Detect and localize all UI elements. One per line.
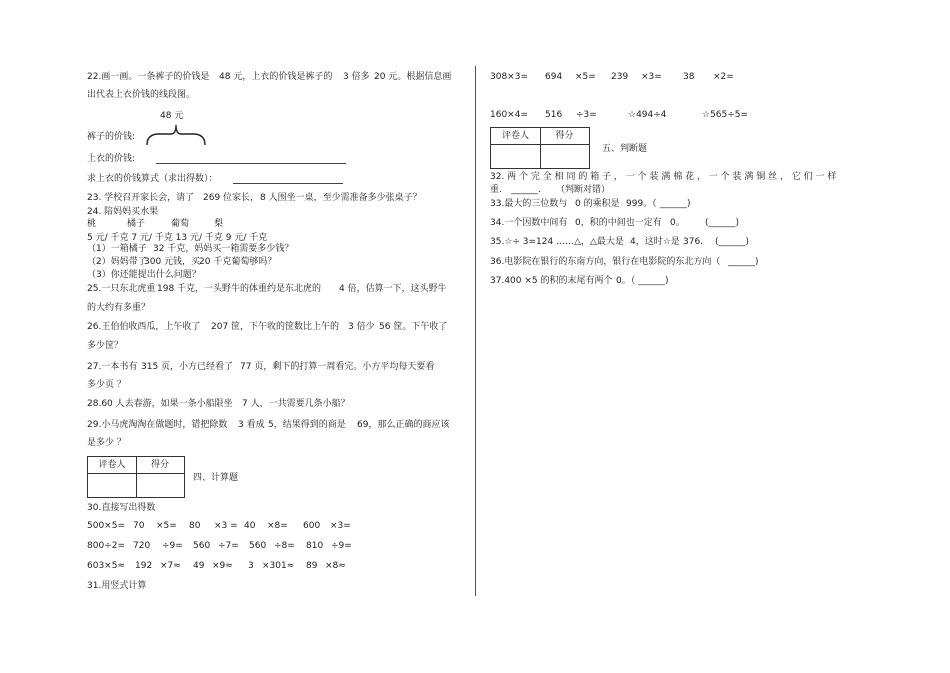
q37-answer-blank[interactable]: ______) [638,276,669,286]
q22-line2: 出代表上衣价钱的线段图。 [87,90,196,100]
q36-answer-blank[interactable]: ______) [728,257,759,267]
q26-line2: 多少筐？ [87,341,124,351]
q24-title: 24. 陪妈妈买水果 [87,207,159,217]
q22-formula-label: 求上衣的价钱算式（求出得数）： [87,174,218,184]
column-divider [475,66,476,596]
q31-title: 31.用竖式计算 [87,581,147,591]
pants-price-label: 裤子的价钱: [87,132,136,142]
q29-line2: 是多少 ？ [87,438,126,448]
score-header: 得分 [540,128,589,145]
coat-price-answer-line[interactable] [156,163,346,164]
score-box-section5 [490,127,590,169]
q35-answer-blank[interactable]: (______) [715,237,750,247]
section5-title: 五、判断题 [602,144,648,154]
grader-header: 评卷人 [491,128,540,145]
q34-answer-blank[interactable]: (______) [705,218,740,228]
q33-answer-blank[interactable]: ______) [660,199,691,209]
score-box-section4 [87,456,185,498]
q32-line1: 32. 两 个 完 全 相 同 的 箱 子 ， 一 个 装 满 棉 花 ， 一 个 装 满 铜 丝 ， 它 们 一 样 [490,172,837,182]
q32-answer-blank[interactable]: ______. [511,185,541,195]
q30-title: 30.直接写出得数 [87,503,156,513]
brace-line-segment [145,122,207,148]
brace-label: 48 元 [160,111,184,121]
grader-header: 评卷人 [88,457,136,474]
q24-sub3: （3）你还能提出什么问题？ [87,270,201,280]
q25-line2: 的大约有多重？ [87,303,151,313]
coat-price-label: 上衣的价钱: [87,154,136,164]
section4-title: 四、计算题 [193,473,239,483]
q22-formula-answer-line[interactable] [233,183,343,184]
q24-price-row: 5 元/ 千克 7 元/ 千克 13 元/ 千克 9 元/ 千克 [87,233,268,243]
q27-line2: 多少页 ？ [87,380,126,390]
score-header: 得分 [136,457,184,474]
